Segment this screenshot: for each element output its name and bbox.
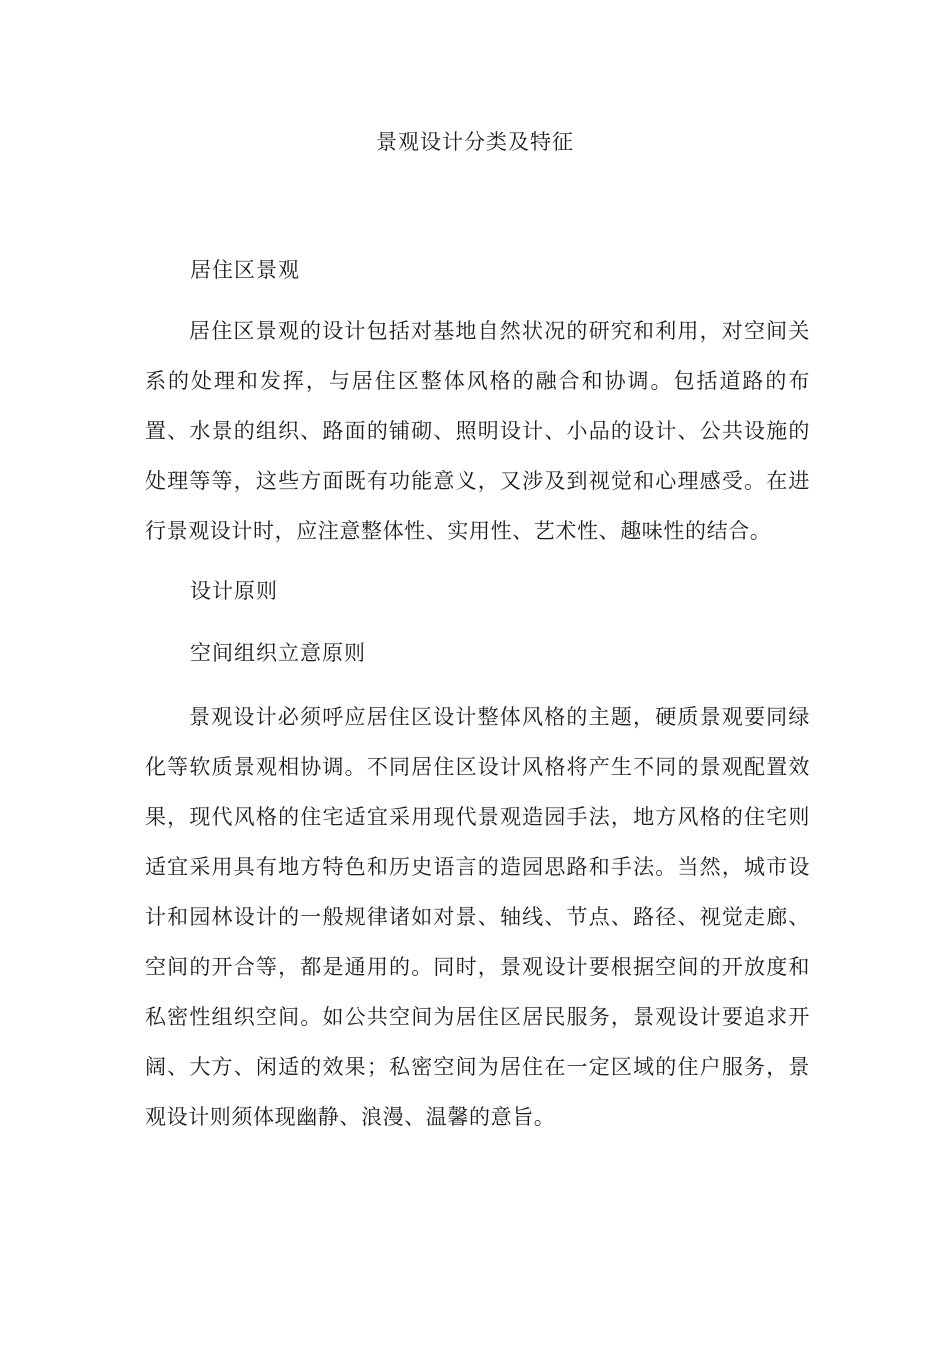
- paragraph-intro: 居住区景观的设计包括对基地自然状况的研究和利用，对空间关系的处理和发挥，与居住区整体风格的融合和协调。包括道路的布置、水景的组织、路面的铺砌、照明设计、小品的设计、公共设施的处理等等，这些方面既有功能意义，又涉及到视觉和心理感受。在进行景观设计时，应注意整体性、实用性、艺术性、趣味性的结合。: [145, 319, 810, 543]
- subheading-spatial-organization: 空间组织立意原则: [190, 641, 366, 665]
- document-title: 景观设计分类及特征: [376, 130, 574, 154]
- section-heading: 居住区景观: [190, 258, 300, 282]
- paragraph-spatial-principles: 景观设计必须呼应居住区设计整体风格的主题，硬质景观要同绿化等软质景观相协调。不同居住区设计风格将产生不同的景观配置效果，现代风格的住宅适宜采用现代景观造园手法，地方风格的住宅则适宜采用具有地方特色和历史语言的造园思路和手法。当然，城市设计和园林设计的一般规律诸如对景、轴线、节点、路径、视觉走廊、空间的开合等，都是通用的。同时，景观设计要根据空间的开放度和私密性组织空间。如公共空间为居住区居民服务，景观设计要追求开阔、大方、闲适的效果；私密空间为居住在一定区域的住户服务，景观设计则须体现幽静、浪漫、温馨的意旨。: [145, 705, 810, 1129]
- subheading-design-principles: 设计原则: [190, 579, 278, 603]
